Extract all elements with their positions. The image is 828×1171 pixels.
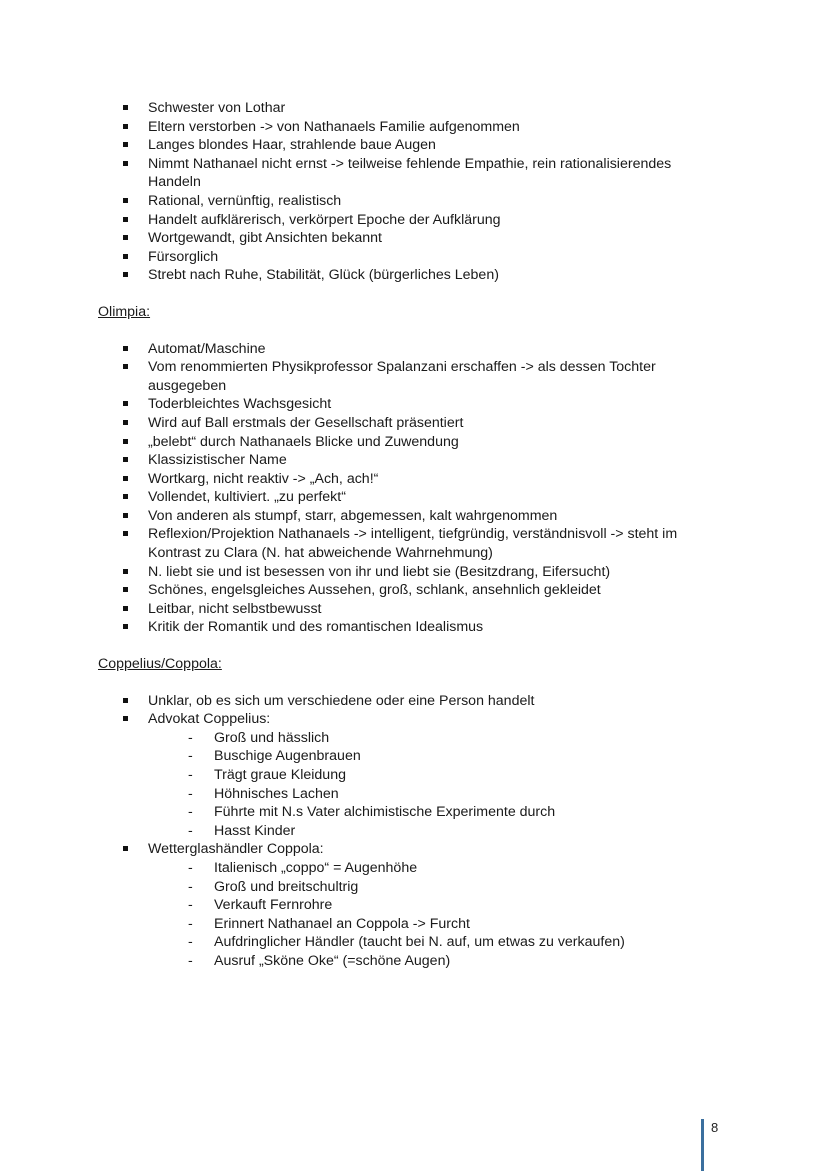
dash-bullet-icon: - xyxy=(188,748,193,765)
sub-list-item: - Ausruf „Sköne Oke“ (=schöne Augen) xyxy=(188,952,451,969)
list-item: Vom renommierten Physikprofessor Spalanzani erschaffen -> als dessen Tochter ausgegeben xyxy=(98,358,718,395)
spacer xyxy=(98,674,718,692)
coppelius-traits-list xyxy=(98,692,718,971)
sub-list-item: - Italienisch „coppo“ = Augenhöhe xyxy=(188,859,418,876)
dash-bullet-icon: - xyxy=(188,952,193,969)
square-bullet-icon xyxy=(123,142,128,147)
list-item: Wortkarg, nicht reaktiv -> „Ach, ach!“ xyxy=(98,470,718,489)
list-item: Schwester von Lothar xyxy=(98,99,718,118)
dash-bullet-icon: - xyxy=(188,822,193,839)
sub-list-item: - Groß und hässlich xyxy=(188,729,330,746)
wetterglashaendler-coppola-sublist xyxy=(148,859,718,971)
sub-list-item: - Führte mit N.s Vater alchimistische Experimente durch xyxy=(188,804,556,821)
square-bullet-icon xyxy=(123,624,128,629)
square-bullet-icon xyxy=(123,217,128,222)
list-item: Vollendet, kultiviert. „zu perfekt“ xyxy=(98,488,718,507)
list-item: Eltern verstorben -> von Nathanaels Familie aufgenommen xyxy=(98,118,718,137)
square-bullet-icon xyxy=(123,569,128,574)
square-bullet-icon xyxy=(123,531,128,536)
section-heading-olimpia: Olimpia: xyxy=(98,303,151,320)
advokat-coppelius-sublist xyxy=(148,729,718,841)
list-item: Schönes, engelsgleiches Aussehen, groß, schlank, ansehnlich gekleidet xyxy=(98,581,718,600)
square-bullet-icon xyxy=(123,698,128,703)
dash-bullet-icon: - xyxy=(188,804,193,821)
square-bullet-icon xyxy=(123,420,128,425)
list-item: Fürsorglich xyxy=(98,248,718,267)
list-item: „belebt“ durch Nathanaels Blicke und Zuwendung xyxy=(98,433,718,452)
olimpia-traits-list xyxy=(98,340,718,638)
square-bullet-icon xyxy=(123,494,128,499)
sub-list-item: - Verkauft Fernrohre xyxy=(188,897,333,914)
page-footer xyxy=(701,1119,718,1171)
sub-list-item: - Buschige Augenbrauen xyxy=(188,748,361,765)
sub-list-item: - Höhnisches Lachen xyxy=(188,785,339,802)
square-bullet-icon xyxy=(123,457,128,462)
list-item: Nimmt Nathanael nicht ernst -> teilweise fehlende Empathie, rein rationalisierendes Handeln xyxy=(98,155,718,192)
section-heading-coppelius-coppola: Coppelius/Coppola: xyxy=(98,656,222,673)
list-item: Handelt aufklärerisch, verkörpert Epoche der Aufklärung xyxy=(98,211,718,230)
spacer xyxy=(98,322,718,340)
square-bullet-icon xyxy=(123,124,128,129)
list-item: N. liebt sie und ist besessen von ihr und liebt sie (Besitzdrang, Eifersucht) xyxy=(98,563,718,582)
list-item: Rational, vernünftig, realistisch xyxy=(98,192,718,211)
list-item: Toderbleichtes Wachsgesicht xyxy=(98,395,718,414)
sub-list-item: - Erinnert Nathanael an Coppola -> Furcht xyxy=(188,915,470,932)
list-item: Klassizistischer Name xyxy=(98,451,718,470)
square-bullet-icon xyxy=(123,716,128,721)
list-item: Strebt nach Ruhe, Stabilität, Glück (bürgerliches Leben) xyxy=(98,266,718,285)
square-bullet-icon xyxy=(123,272,128,277)
square-bullet-icon xyxy=(123,105,128,110)
list-item: Automat/Maschine xyxy=(98,340,718,359)
square-bullet-icon xyxy=(123,198,128,203)
square-bullet-icon xyxy=(123,513,128,518)
list-item: Unklar, ob es sich um verschiedene oder eine Person handelt xyxy=(98,692,718,711)
list-item: Advokat Coppelius: - Groß und hässlich - Buschige Augenbrauen - Trägt graue Kleidung - Höhnisches Lachen - Führte mit N.s Vater alchimistische Experimente durch - Hasst Kinder xyxy=(98,710,718,840)
clara-traits-list xyxy=(98,99,718,285)
sub-list-item: - Trägt graue Kleidung xyxy=(188,767,346,783)
list-item: Wortgewandt, gibt Ansichten bekannt xyxy=(98,229,718,248)
square-bullet-icon xyxy=(123,235,128,240)
dash-bullet-icon: - xyxy=(188,897,193,914)
list-item: Leitbar, nicht selbstbewusst xyxy=(98,600,718,619)
spacer xyxy=(98,637,718,655)
dash-bullet-icon: - xyxy=(188,767,193,783)
square-bullet-icon xyxy=(123,587,128,592)
list-item: Von anderen als stumpf, starr, abgemessen, kalt wahrgenommen xyxy=(98,507,718,526)
square-bullet-icon xyxy=(123,476,128,481)
list-item: Wetterglashändler Coppola: - Italienisch „coppo“ = Augenhöhe - Groß und breitschultrig - Verkauft Fernrohre - Erinnert Nathanael an Coppola -> Furcht - Aufdringlicher Händler (taucht bei N. auf, um etwas zu verkaufen) - Ausruf „Sköne Oke“ (=schöne Augen) xyxy=(98,840,718,970)
sub-list-item: - Hasst Kinder xyxy=(188,822,296,839)
dash-bullet-icon: - xyxy=(188,785,193,802)
dash-bullet-icon: - xyxy=(188,915,193,932)
page-number: 8 xyxy=(711,1120,719,1135)
square-bullet-icon xyxy=(123,346,128,351)
dash-bullet-icon: - xyxy=(188,729,193,746)
square-bullet-icon xyxy=(123,254,128,259)
list-item: Langes blondes Haar, strahlende baue Augen xyxy=(98,136,718,155)
list-item: Wird auf Ball erstmals der Gesellschaft präsentiert xyxy=(98,414,718,433)
dash-bullet-icon: - xyxy=(188,859,193,876)
square-bullet-icon xyxy=(123,364,128,369)
square-bullet-icon xyxy=(123,439,128,444)
page-content xyxy=(98,99,718,971)
square-bullet-icon xyxy=(123,401,128,406)
list-item: Reflexion/Projektion Nathanaels -> intelligent, tiefgründig, verständnisvoll -> steht im Kontrast zu Clara (N. hat abweichende Wahrnehmung) xyxy=(98,525,718,562)
dash-bullet-icon: - xyxy=(188,934,193,951)
square-bullet-icon xyxy=(123,606,128,611)
sub-list-item: - Aufdringlicher Händler (taucht bei N. auf, um etwas zu verkaufen) xyxy=(188,934,625,951)
spacer xyxy=(98,285,718,303)
list-item: Kritik der Romantik und des romantischen Idealismus xyxy=(98,618,718,637)
square-bullet-icon xyxy=(123,161,128,166)
sub-list-item: - Groß und breitschultrig xyxy=(188,878,359,895)
square-bullet-icon xyxy=(123,846,128,851)
dash-bullet-icon: - xyxy=(188,878,193,895)
